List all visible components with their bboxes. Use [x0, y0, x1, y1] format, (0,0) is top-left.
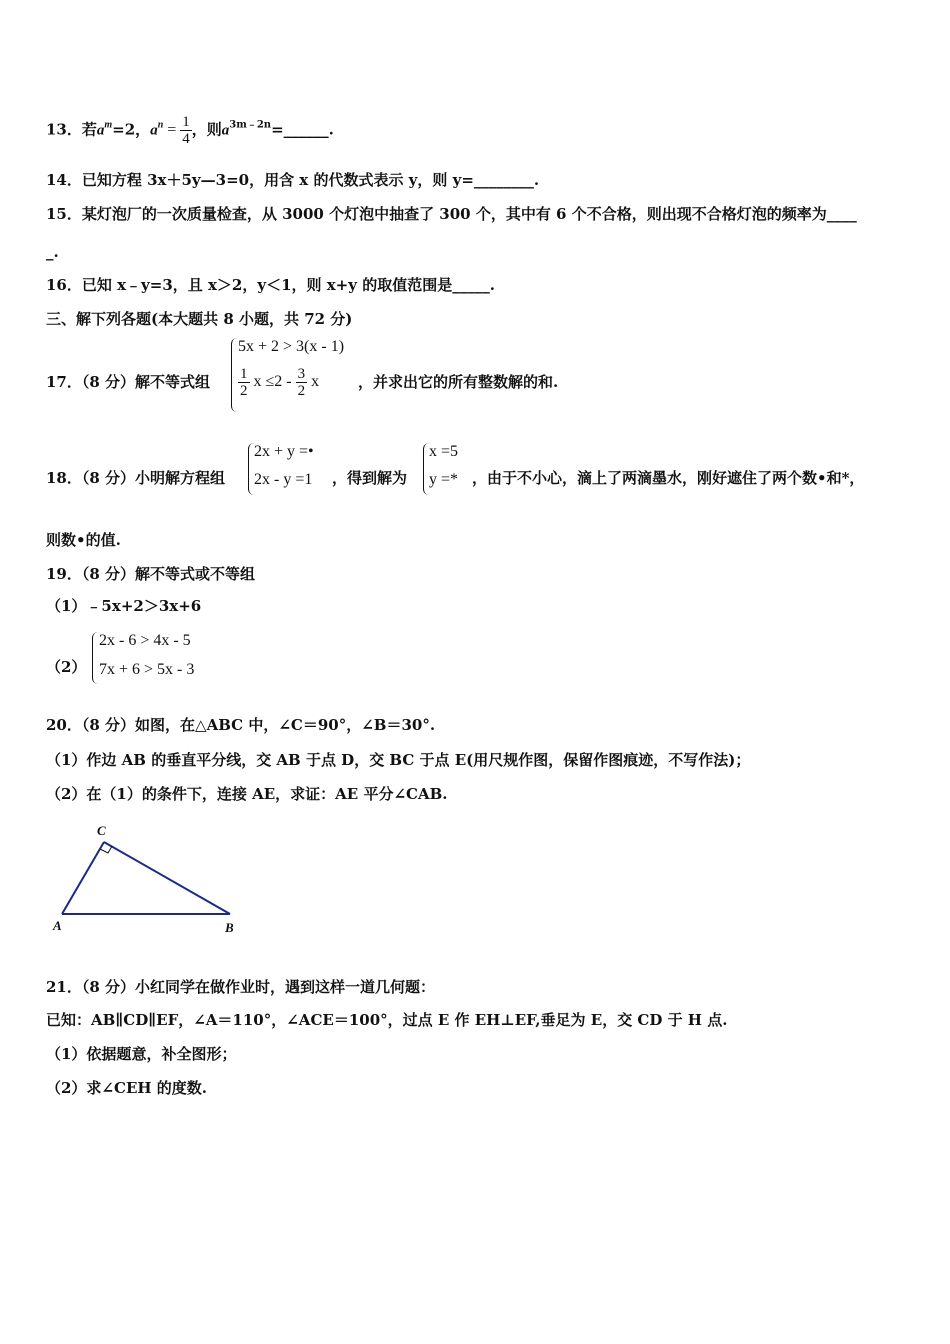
question-18-mid: ，得到解为 [332, 469, 408, 487]
question-21-part-1: （1）依据题意，补全图形； [46, 1045, 237, 1063]
question-20-part-2: （2）在（1）的条件下，连接 AE，求证：AE 平分∠CAB. [46, 785, 448, 803]
question-18-continuation: 则数•的值. [46, 531, 121, 549]
question-17-tail: ，并求出它的所有整数解的和. [358, 373, 559, 391]
question-20-lead: 20．（8 分）如图，在△ABC 中，∠C＝90°，∠B＝30°. [46, 716, 436, 734]
question-19-lead: 19．（8 分）解不等式或不等组 [46, 565, 256, 583]
question-20-part-1: （1）作边 AB 的垂直平分线，交 AB 于点 D，交 BC 于点 E(用尺规作图，保留作图痕迹，不写作法)； [46, 751, 751, 769]
q17-inequality-1: 5x + 2 > 3(x - 1) [238, 338, 345, 355]
question-21-given: 已知：AB∥CD∥EF，∠A＝110°，∠ACE＝100°，过点 E 作 EH⊥EF,垂足为 E，交 CD 于 H 点. [46, 1011, 728, 1029]
side-ac [62, 842, 104, 914]
question-14: 14．已知方程 3x＋5y—3=0，用含 x 的代数式表示 y，则 y=________. [46, 171, 540, 189]
q18-solution-2: y =* [429, 471, 459, 488]
vertex-label-a: A [53, 918, 62, 933]
fraction-one-quarter: $\frac{1}{4}$ [182, 114, 190, 147]
question-15-continuation: _. [46, 243, 59, 261]
q19-inequality-1: 2x - 6 > 4x - 5 [99, 632, 191, 649]
q19-inequality-2: 7x + 6 > 5x - 3 [99, 661, 195, 678]
vertex-label-c: C [97, 823, 106, 838]
question-13: 13．若$a^m=2$，$a^n$ = $\frac{1}{4}$ ，则$a^{3m﹣2n}=\_\_\_\_\_\_$. [46, 114, 334, 147]
section-heading: 三、解下列各题(本大题共 8 小题，共 72 分) [46, 310, 353, 328]
question-19-part-2: （2） [46, 658, 87, 676]
question-15: 15．某灯泡厂的一次质量检查，从 3000 个灯泡中抽查了 300 个，其中有 6 个不合格，则出现不合格灯泡的频率为____ [46, 205, 857, 223]
question-18-tail: ，由于不小心，滴上了两滴墨水，刚好遮住了两个数•和*， [472, 469, 865, 487]
question-16: 16．已知 x﹣y=3，且 x＞2，y＜1，则 x+y 的取值范围是_____. [46, 276, 495, 294]
vertex-label-b: B [225, 920, 234, 935]
brace-q19 [92, 632, 98, 684]
brace-q17 [231, 338, 237, 412]
q18-equation-2: 2x - y =1 [254, 471, 313, 488]
q18-equation-1: 2x + y =• [254, 443, 314, 460]
question-19-part-1: （1）﹣5x+2＞3x+6 [46, 597, 202, 615]
question-21-lead: 21．（8 分）小红同学在做作业时，遇到这样一道几何题： [46, 978, 436, 996]
side-bc [104, 842, 230, 914]
question-21-part-2: （2）求∠CEH 的度数. [46, 1079, 207, 1097]
q17-inequality-2: $\frac{1}{2}$ x ≤2 - $\frac{3}{2}$ x [240, 366, 320, 399]
q18-solution-1: x =5 [429, 443, 459, 460]
question-18-lead: 18．（8 分）小明解方程组 [46, 469, 226, 487]
question-17-lead: 17．（8 分）解不等式组 [46, 373, 211, 391]
